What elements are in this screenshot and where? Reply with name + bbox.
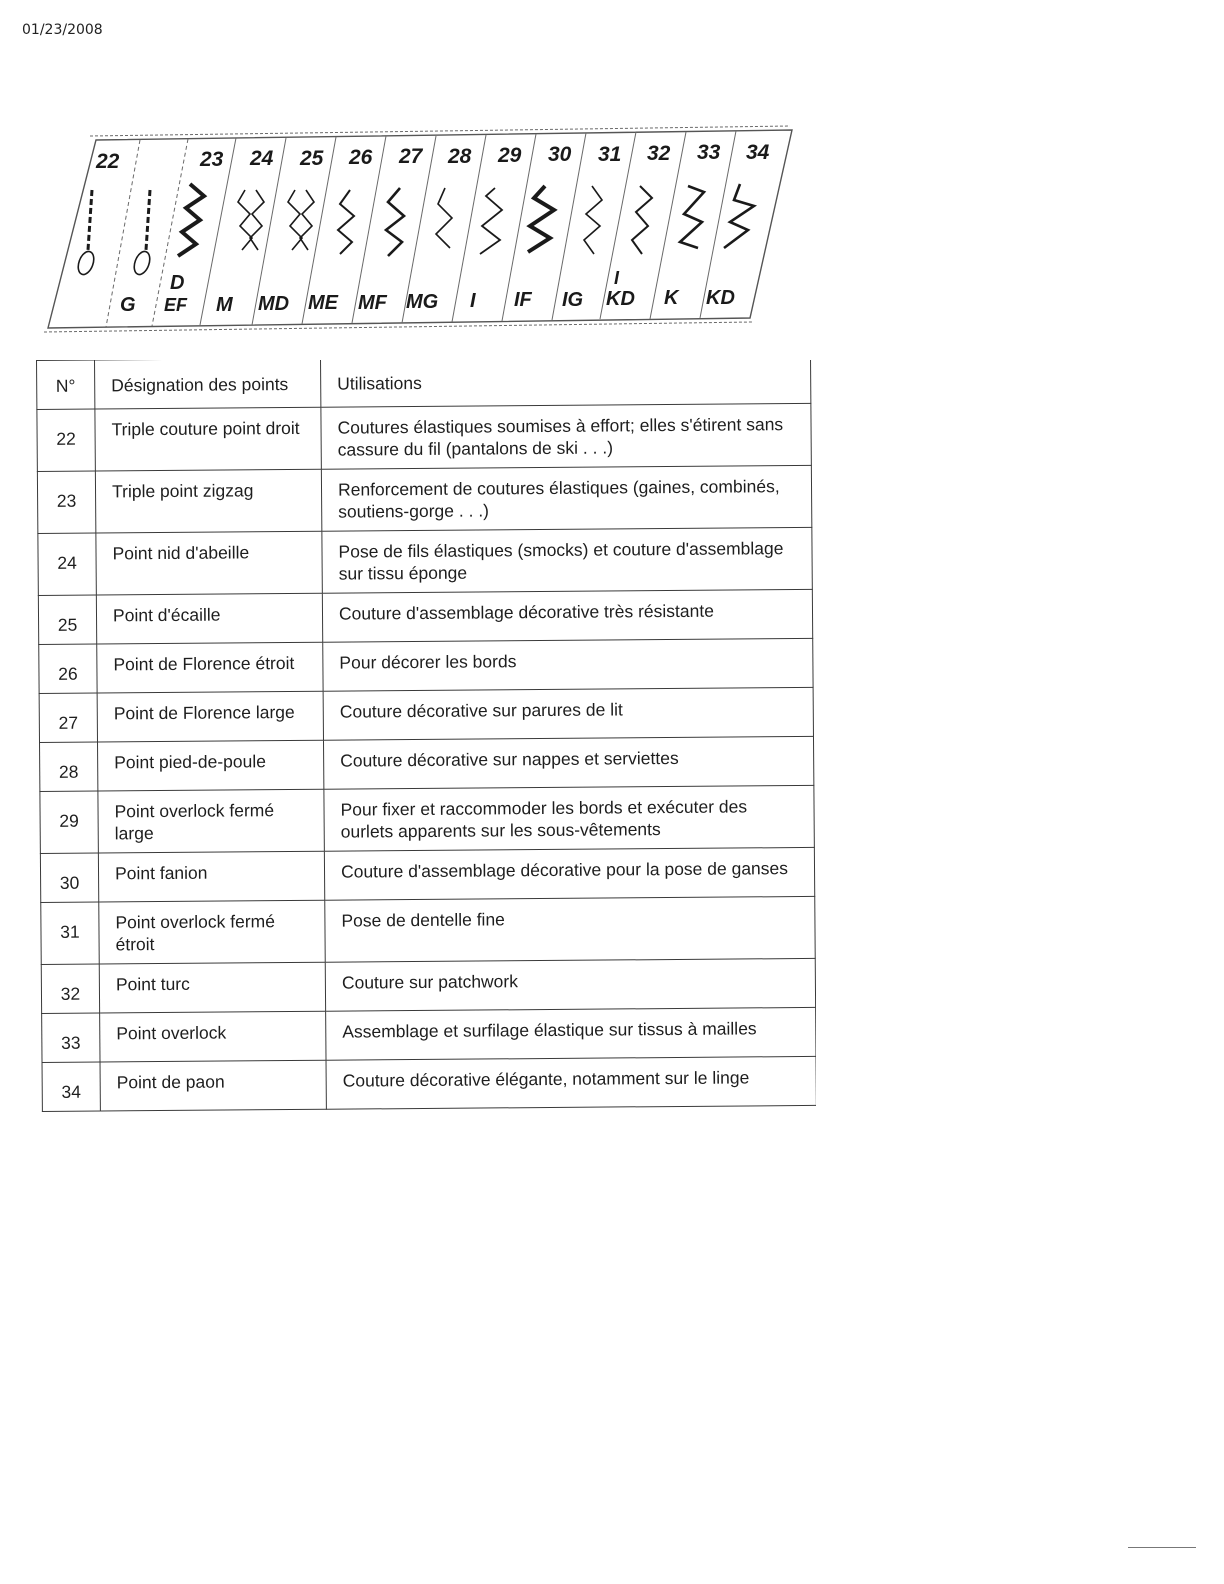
presser-foot-code: D bbox=[170, 272, 185, 294]
presser-foot-code: IF bbox=[514, 289, 532, 311]
stitch-number-cell: 24 bbox=[38, 533, 96, 595]
presser-foot-code: MG bbox=[406, 291, 439, 313]
stitch-number-cell: 23 bbox=[37, 471, 95, 533]
stitch-number: 28 bbox=[448, 145, 472, 168]
stitch-number-cell: 22 bbox=[37, 409, 95, 471]
stitch-number-cell: 34 bbox=[42, 1062, 100, 1111]
presser-foot-code: K bbox=[664, 287, 679, 309]
stitch-number-cell: 29 bbox=[40, 791, 98, 853]
stitch-usage-cell: Couture sur patchwork bbox=[325, 958, 815, 1011]
stitch-usage-cell: Pose de fils élastiques (smocks) et couture d'assemblage sur tissu éponge bbox=[322, 527, 812, 593]
page-date: 01/23/2008 bbox=[22, 22, 103, 38]
presser-foot-code: ME bbox=[308, 292, 338, 314]
presser-foot-code: EF bbox=[164, 295, 188, 315]
stitch-number-cell: 28 bbox=[40, 742, 98, 791]
stitch-name-cell: Point nid d'abeille bbox=[96, 531, 322, 595]
table-row bbox=[41, 896, 815, 964]
stitch-number: 27 bbox=[399, 145, 423, 168]
stitch-usage-cell: Couture décorative élégante, notamment sur le linge bbox=[326, 1056, 816, 1109]
stitch-name-cell: Point d'écaille bbox=[96, 593, 322, 644]
stitch-usage-cell: Pour décorer les bords bbox=[323, 638, 813, 691]
table-row bbox=[39, 638, 813, 693]
stitch-chart bbox=[40, 122, 800, 336]
column-header-designation: Désignation des points bbox=[95, 360, 321, 409]
table-row bbox=[41, 958, 815, 1013]
presser-foot-code: I bbox=[614, 268, 620, 288]
stitch-name-cell: Point fanion bbox=[98, 851, 324, 902]
presser-foot-code: IG bbox=[562, 289, 584, 311]
presser-foot-code: G bbox=[120, 294, 136, 316]
presser-foot-code: MD bbox=[258, 293, 290, 315]
footer-rule bbox=[1128, 1547, 1196, 1548]
stitch-number: 23 bbox=[200, 148, 224, 171]
stitch-number-cell: 25 bbox=[38, 595, 96, 644]
stitch-number: 29 bbox=[498, 144, 522, 167]
stitch-number-cell: 31 bbox=[41, 902, 99, 964]
stitch-name-cell: Point turc bbox=[99, 962, 325, 1013]
stitch-name-cell: Point overlock fermé étroit bbox=[99, 900, 325, 964]
column-header-usage: Utilisations bbox=[320, 360, 810, 407]
stitch-table-container bbox=[36, 360, 816, 1130]
stitch-usage-cell: Coutures élastiques soumises à effort; elles s'étirent sans cassure du fil (pantalons de ski . . .) bbox=[321, 403, 811, 469]
stitch-number: 33 bbox=[697, 141, 721, 164]
presser-foot-code: KD bbox=[606, 288, 635, 310]
table-row bbox=[40, 785, 814, 853]
table-row bbox=[40, 736, 814, 791]
stitch-usage-cell: Couture d'assemblage décorative très résistante bbox=[322, 589, 812, 642]
stitch-usage-cell: Pour fixer et raccommoder les bords et exécuter des ourlets apparents sur les sous-vêtements bbox=[324, 785, 814, 851]
stitch-usage-cell: Pose de dentelle fine bbox=[325, 896, 815, 962]
table-row bbox=[42, 1007, 816, 1062]
table-row bbox=[37, 465, 811, 533]
table-row bbox=[39, 687, 813, 742]
table-row bbox=[38, 527, 812, 595]
stitch-name-cell: Point overlock bbox=[100, 1011, 326, 1062]
stitch-name-cell: Triple couture point droit bbox=[95, 407, 321, 471]
stitch-name-cell: Point de paon bbox=[100, 1060, 326, 1111]
stitch-number-cell: 33 bbox=[42, 1013, 100, 1062]
stitch-number: 31 bbox=[598, 143, 622, 166]
table-row bbox=[38, 589, 812, 644]
stitch-number: 25 bbox=[300, 147, 324, 170]
stitch-usage-cell: Couture décorative sur nappes et serviettes bbox=[323, 736, 813, 789]
stitch-name-cell: Point de Florence large bbox=[97, 691, 323, 742]
stitch-number-cell: 26 bbox=[39, 644, 97, 693]
stitch-number: 34 bbox=[746, 141, 770, 164]
stitch-name-cell: Point de Florence étroit bbox=[97, 642, 323, 693]
stitch-name-cell: Point overlock fermé large bbox=[98, 789, 324, 853]
stitch-usage-cell: Assemblage et surfilage élastique sur tissus à mailles bbox=[326, 1007, 816, 1060]
presser-foot-code: MF bbox=[358, 292, 387, 314]
stitch-number: 30 bbox=[548, 143, 572, 166]
table-header-row bbox=[37, 360, 811, 409]
stitch-number-cell: 27 bbox=[39, 693, 97, 742]
table-row bbox=[40, 847, 814, 902]
stitch-number: 22 bbox=[96, 150, 120, 173]
column-header-number: N° bbox=[37, 360, 95, 409]
stitch-usage-cell: Couture décorative sur parures de lit bbox=[323, 687, 813, 740]
table-row bbox=[42, 1056, 816, 1111]
stitch-usage-cell: Couture d'assemblage décorative pour la pose de ganses bbox=[324, 847, 814, 900]
stitch-number: 32 bbox=[647, 142, 671, 165]
stitch-number: 24 bbox=[250, 147, 274, 170]
stitch-number: 26 bbox=[349, 146, 373, 169]
stitch-name-cell: Point pied-de-poule bbox=[98, 740, 324, 791]
table-row bbox=[37, 403, 811, 471]
stitch-number-cell: 32 bbox=[41, 964, 99, 1013]
presser-foot-code: M bbox=[216, 294, 233, 316]
presser-foot-code: KD bbox=[706, 287, 735, 309]
stitch-table bbox=[36, 360, 816, 1112]
stitch-number-cell: 30 bbox=[40, 853, 98, 902]
presser-foot-code: I bbox=[470, 290, 476, 312]
stitch-usage-cell: Renforcement de coutures élastiques (gaines, combinés, soutiens-gorge . . .) bbox=[321, 465, 811, 531]
stitch-name-cell: Triple point zigzag bbox=[95, 469, 321, 533]
